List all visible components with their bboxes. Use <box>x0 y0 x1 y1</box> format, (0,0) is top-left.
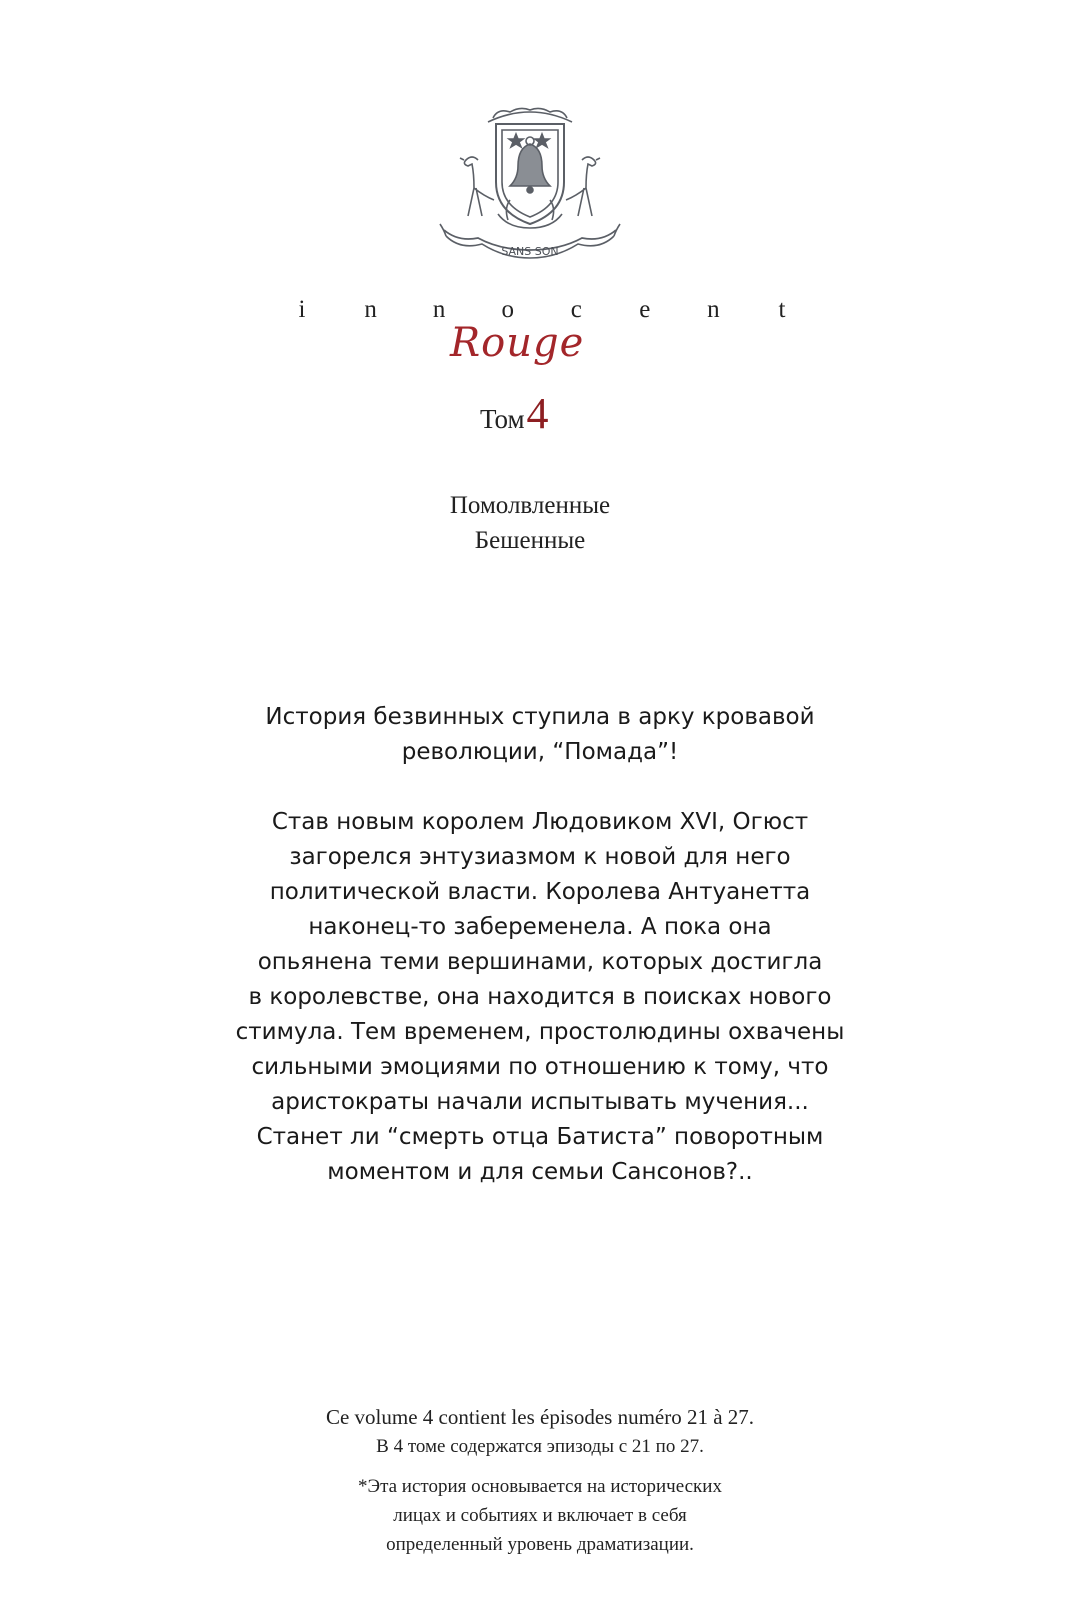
title-letter: n <box>432 296 446 323</box>
summary-line: моментом и для семьи Сансонов?.. <box>327 1159 753 1185</box>
chapter-title: Бешенные <box>474 527 586 554</box>
title-letter: t <box>778 296 786 323</box>
footer-french-note: Ce volume 4 contient les épisodes numéro 21 à 27. <box>325 1405 755 1429</box>
emblem-motto: SANS SON <box>501 245 559 258</box>
title-rouge-script: Rouge <box>450 320 585 366</box>
summary-line: загорелся энтузиазмом к новой для него <box>289 844 791 870</box>
title-letter: n <box>707 296 720 323</box>
title-letter: i <box>298 296 306 323</box>
summary-line: История безвинных ступила в арку кровавой <box>265 704 815 730</box>
volume-label <box>480 388 549 439</box>
summary-line: революции, “Помада”! <box>401 739 679 765</box>
summary-line: Став новым королем Людовиком XVI, Огюст <box>271 809 809 835</box>
footer-russian-note: В 4 томе содержатся эпизоды с 21 по 27. <box>376 1436 704 1457</box>
summary-line: в королевстве, она находится в поисках нового <box>248 984 832 1010</box>
coat-of-arms-emblem <box>438 104 622 264</box>
title-letter: o <box>501 296 514 323</box>
disclaimer-line: *Эта история основывается на исторических <box>358 1476 722 1497</box>
disclaimer-line: определенный уровень драматизации. <box>386 1534 694 1555</box>
disclaimer-note <box>240 1472 840 1559</box>
summary-line: политической власти. Королева Антуанетта <box>269 879 811 905</box>
summary-text <box>190 700 890 1190</box>
summary-line: Станет ли “смерть отца Батиста” поворотным <box>256 1124 824 1150</box>
volume-number: 4 <box>526 389 549 438</box>
volume-word: Том <box>480 404 525 434</box>
title-letter: e <box>639 296 651 323</box>
summary-line: аристократы начали испытывать мучения... <box>271 1089 809 1115</box>
summary-line: опьянена теми вершинами, которых достигла <box>257 949 823 975</box>
summary-line: стимула. Тем временем, простолюдины охвачены <box>235 1019 845 1045</box>
disclaimer-line: лицах и событиях и включает в себя <box>393 1505 687 1526</box>
title-letter: n <box>364 296 377 323</box>
title-letter: c <box>570 296 582 323</box>
summary-line: сильными эмоциями по отношению к тому, что <box>251 1054 829 1080</box>
chapter-title: Помолвленные <box>449 492 611 519</box>
chapter-list <box>300 488 760 558</box>
summary-line: наконец-то забеременела. А пока она <box>308 914 772 940</box>
footer <box>240 1402 840 1559</box>
